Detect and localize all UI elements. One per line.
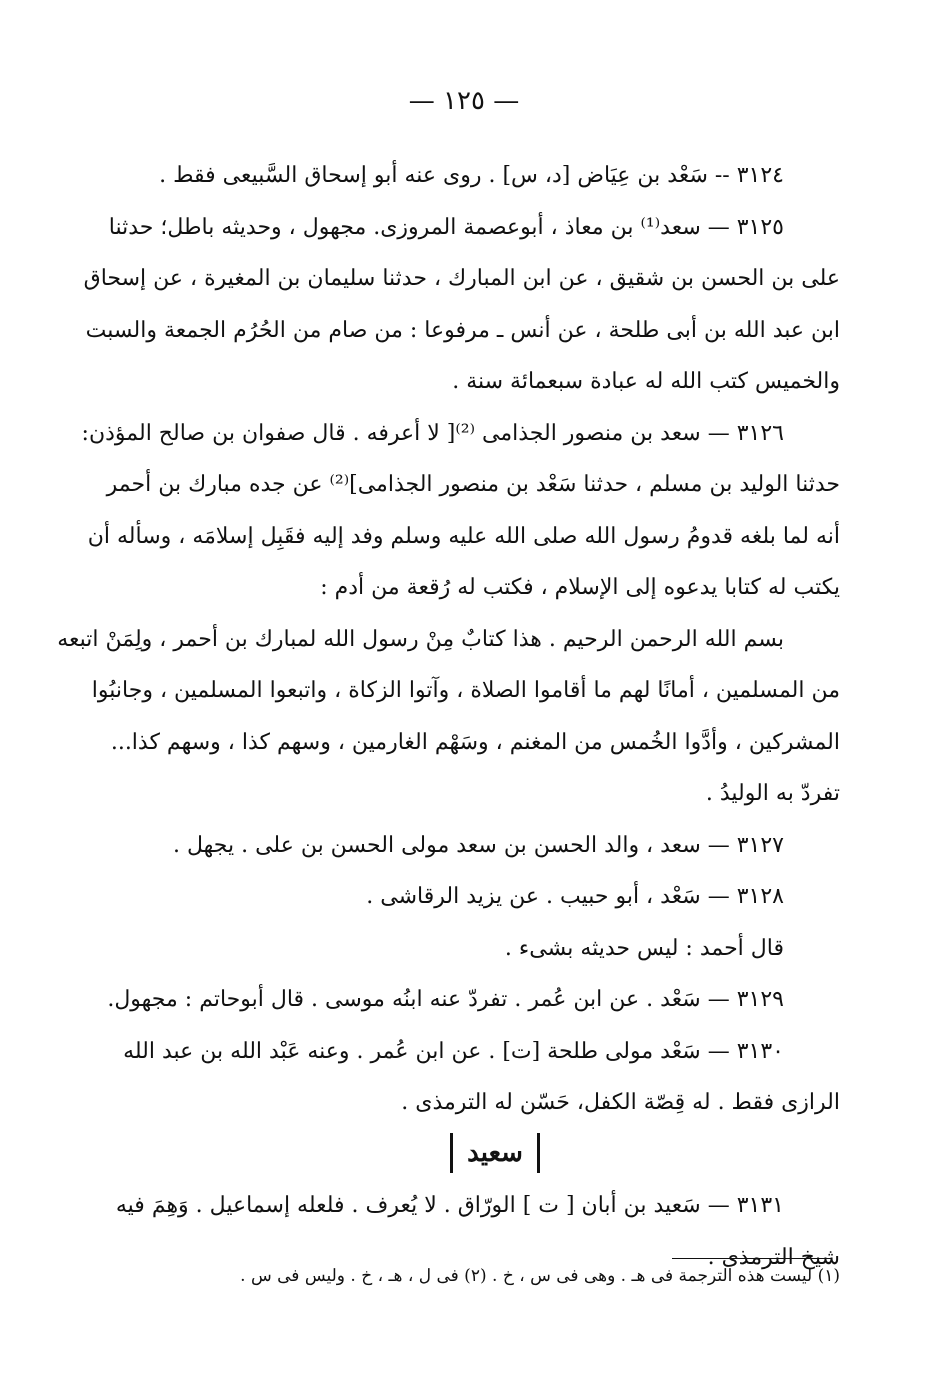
entry-3125-line-1: ٣١٢٥ — سعد⁽¹⁾ بن معاذ ، أبوعصمة المروزى. مجهول ، وحديثه باطل؛ حدثنا <box>108 214 784 240</box>
letter-line-2: من المسلمين ، أمانًا لهم ما أقاموا الصلاة ، وآتوا الزكاة ، واتبعوا المسلمين ، وجانبُوا <box>91 678 840 703</box>
entry-3125-line-4: والخميس كتب الله له عبادة سبعمائة سنة . <box>452 369 840 394</box>
page-number: — ١٢٥ — <box>408 86 520 116</box>
entry-3125-line-3: ابن عبد الله بن أبى طلحة ، عن أنس ـ مرفوعا : من صام من الحُرُم الجمعة والسبت <box>85 317 840 343</box>
entry-3126-line-1: ٣١٢٦ — سعد بن منصور الجذامى ⁽²⁾[ لا أعرفه . قال صفوان بن صالح المؤذن: <box>81 420 784 446</box>
entry-3124: ٣١٢٤ -- سَعْد بن عِيَاض [د، س] . روى عنه أبو إسحاق السَّبيعى فقط . <box>159 163 784 188</box>
letter-line-1: بسم الله الرحمن الرحيم . هذا كتابٌ مِنْ رسول الله لمبارك بن أحمر ، ولِمَنْ اتبعه <box>57 626 784 652</box>
entry-3131-line-1: ٣١٣١ — سَعيد بن أبان [ ت ] الورّاق . لا يُعرف . فلعله إسماعيل . وَهِمَ فيه <box>115 1193 784 1218</box>
entry-3131-line-2: شيخ الترمذى . <box>707 1244 840 1270</box>
entry-3125-line-2: على بن الحسن بن شقيق ، عن ابن المبارك ، حدثنا سليمان بن المغيرة ، عن إسحاق <box>83 266 840 291</box>
entry-3128-note: قال أحمد : ليس حديثه بشىء . <box>504 935 784 961</box>
section-heading: سعيد <box>450 1133 540 1173</box>
entry-3130-line-2: الرازى فقط . له قِصّة الكفل، حَسّن له الترمذى . <box>401 1090 840 1115</box>
body-text <box>57 150 840 1283</box>
entry-3128: ٣١٢٨ — سَعْد ، أبو حبيب . عن يزيد الرقاشى . <box>366 884 784 909</box>
letter-line-4: تفردّ به الوليدُ . <box>705 781 840 806</box>
entry-3127: ٣١٢٧ — سعد ، والد الحسن بن سعد مولى الحسن بن على . يجهل . <box>172 832 784 858</box>
entry-3130-line-1: ٣١٣٠ — سَعْد مولى طلحة [ت] . عن ابن عُمر . وعنه عَبْد الله بن عبد الله <box>123 1038 784 1064</box>
footnotes: (١) ليست هذه الترجمة فى هـ . وهى فى س ، خ . (٢) فى ل ، هـ ، خ . وليس فى س . <box>240 1266 840 1286</box>
section-heading-row <box>150 1129 840 1181</box>
entry-3126-line-4: يكتب له كتابا يدعوه إلى الإسلام ، فكتب له رُقعة من أدم : <box>320 575 840 600</box>
entry-3126-line-3: أنه لما بلغه قدومُ رسول الله صلى الله عليه وسلم وفد إليه فقَبِل إسلامَه ، وسأله أن <box>87 523 840 549</box>
entry-3129: ٣١٢٩ — سَعْد . عن ابن عُمر . تفردّ عنه ابنُه موسى . قال أبوحاتم : مجهول. <box>107 987 784 1012</box>
footnote-divider <box>672 1258 832 1259</box>
letter-line-3: المشركين ، وأدَّوا الخُمس من المغنم ، وسَهْم الغارمين ، وسهم كذا ، وسهم كذا... <box>110 729 840 755</box>
entry-3126-line-2: حدثنا الوليد بن مسلم ، حدثنا سَعْد بن منصور الجذامى]⁽²⁾ عن جده مبارك بن أحمر <box>106 472 840 497</box>
